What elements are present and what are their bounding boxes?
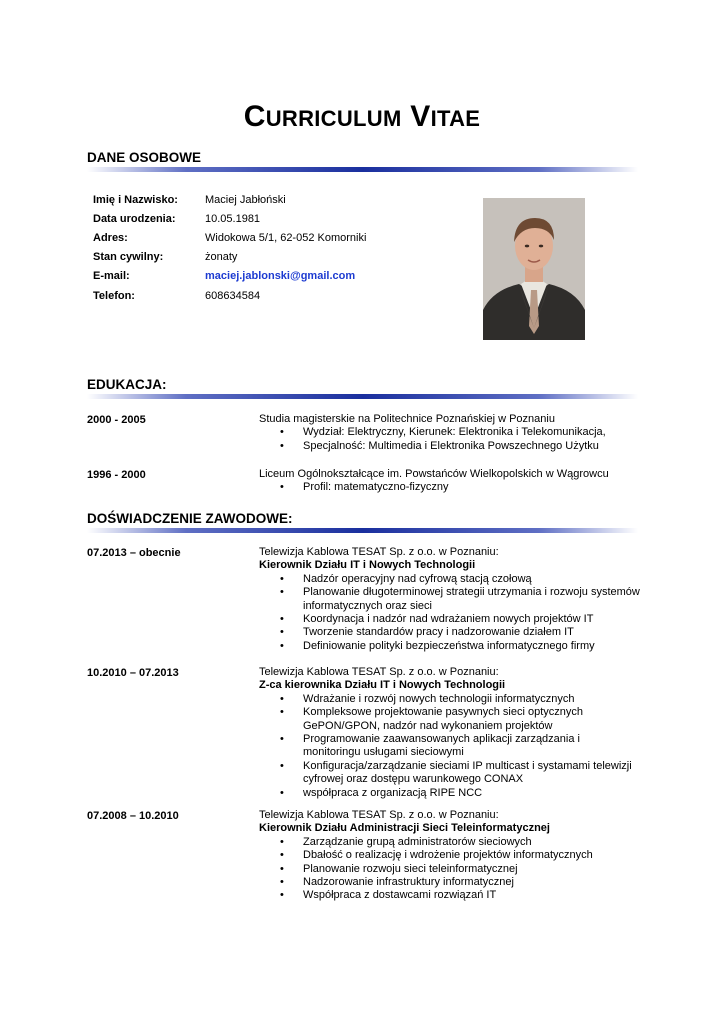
bullet-icon: • xyxy=(280,835,284,848)
bullet-list xyxy=(259,693,649,800)
list-item xyxy=(259,693,649,706)
education-entry xyxy=(259,413,649,453)
list-item-text: monitoringu usługami sieciowymi xyxy=(303,746,464,759)
personal-value: 608634584 xyxy=(205,290,261,302)
list-item xyxy=(259,426,649,439)
personal-label: Data urodzenia: xyxy=(93,213,176,225)
entry-date: 10.2010 – 07.2013 xyxy=(87,667,179,679)
personal-label: Imię i Nazwisko: xyxy=(93,194,178,206)
list-item xyxy=(259,613,649,626)
bullet-icon: • xyxy=(280,613,284,626)
personal-label: Adres: xyxy=(93,232,128,244)
list-item-text: Wydział: Elektryczny, Kierunek: Elektronika i Telekomunikacja, xyxy=(303,426,606,439)
page-title: CURRICULUM VITAE xyxy=(243,100,481,133)
person-photo-icon xyxy=(483,198,585,340)
bullet-icon: • xyxy=(280,572,284,585)
list-item xyxy=(259,876,649,889)
entry-role: Z-ca kierownika Działu IT i Nowych Technologii xyxy=(259,679,506,692)
entry-role: Kierownik Działu IT i Nowych Technologii xyxy=(259,559,476,572)
entry-role: Kierownik Działu Administracji Sieci Teleinformatycznej xyxy=(259,822,550,835)
list-item-text: Programowanie zaawansowanych aplikacji zarządzania i xyxy=(303,733,580,746)
list-item-text: Planowanie długoterminowej strategii utrzymania i rozwoju systemów xyxy=(303,586,640,599)
list-item-text: Planowanie rozwoju sieci teleinformatycznej xyxy=(303,862,518,875)
list-item-text: Koordynacja i nadzór nad wdrażaniem nowych projektów IT xyxy=(303,613,594,626)
entry-title: Liceum Ogólnokształcące im. Powstańców Wielkopolskich w Wągrowcu xyxy=(259,468,609,480)
entry-company: Telewizja Kablowa TESAT Sp. z o.o. w Poznaniu: xyxy=(259,666,499,678)
bullet-icon: • xyxy=(280,786,284,799)
entry-title: Studia magisterskie na Politechnice Poznańskiej w Poznaniu xyxy=(259,413,555,425)
list-item xyxy=(259,440,649,453)
section-divider xyxy=(87,394,638,399)
list-item xyxy=(259,481,649,494)
bullet-icon: • xyxy=(280,692,284,705)
list-item xyxy=(259,836,649,849)
experience-entry xyxy=(259,809,649,903)
list-item-text: Zarządzanie grupą administratorów sieciowych xyxy=(303,835,532,848)
personal-label: Stan cywilny: xyxy=(93,251,164,263)
list-item-text: Definiowanie polityki bezpieczeństwa informatycznego firmy xyxy=(303,639,595,652)
section-divider xyxy=(87,167,638,172)
bullet-icon: • xyxy=(280,481,284,494)
bullet-icon: • xyxy=(280,706,284,719)
personal-label: E-mail: xyxy=(93,270,130,282)
list-item xyxy=(259,760,649,787)
list-item-text: Konfiguracja/zarządzanie sieciami IP multicast i systamami telewizji xyxy=(303,759,632,772)
bullet-icon: • xyxy=(280,889,284,902)
list-item xyxy=(259,733,649,760)
email-link[interactable]: maciej.jablonski@gmail.com xyxy=(205,270,356,282)
list-item xyxy=(259,706,649,733)
profile-photo xyxy=(483,198,585,340)
list-item-text: Dbałość o realizację i wdrożenie projektów informatycznych xyxy=(303,849,593,862)
list-item-text: informatycznych oraz sieci xyxy=(303,599,432,612)
list-item xyxy=(259,849,649,862)
list-item-text: Tworzenie standardów pracy i nadzorowanie działem IT xyxy=(303,626,574,639)
list-item-text: Profil: matematyczno-fizyczny xyxy=(303,481,449,494)
bullet-icon: • xyxy=(280,759,284,772)
bullet-list xyxy=(259,426,649,453)
section-divider xyxy=(87,528,638,533)
personal-value: Widokowa 5/1, 62-052 Komorniki xyxy=(205,232,367,244)
entry-date: 07.2013 – obecnie xyxy=(87,547,181,559)
list-item-text: Nadzorowanie infrastruktury informatycznej xyxy=(303,876,514,889)
entry-company: Telewizja Kablowa TESAT Sp. z o.o. w Poznaniu: xyxy=(259,809,499,821)
entry-date: 07.2008 – 10.2010 xyxy=(87,810,179,822)
education-entry xyxy=(259,468,649,495)
bullet-icon: • xyxy=(280,586,284,599)
section-heading-personal: DANE OSOBOWE xyxy=(87,150,202,165)
section-heading-experience: DOŚWIADCZENIE ZAWODOWE: xyxy=(87,511,293,526)
list-item-text: Współpraca z dostawcami rozwiązań IT xyxy=(303,889,497,902)
personal-value: żonaty xyxy=(205,251,238,263)
bullet-icon: • xyxy=(280,626,284,639)
list-item-text: Wdrażanie i rozwój nowych technologii informatycznych xyxy=(303,692,575,705)
list-item-text: GePON/GPON, nadzór nad wykonaniem projektów xyxy=(303,719,553,732)
bullet-list xyxy=(259,481,649,494)
list-item-text: Specjalność: Multimedia i Elektronika Powszechnego Użytku xyxy=(303,439,599,452)
list-item xyxy=(259,640,649,653)
list-item xyxy=(259,889,649,902)
personal-label: Telefon: xyxy=(93,290,135,302)
bullet-icon: • xyxy=(280,426,284,439)
list-item xyxy=(259,863,649,876)
bullet-list xyxy=(259,573,649,653)
list-item xyxy=(259,626,649,639)
list-item-text: cyfrowej oraz dostępu warunkowego CONAX xyxy=(303,773,524,786)
bullet-icon: • xyxy=(280,733,284,746)
entry-date: 2000 - 2005 xyxy=(87,414,146,426)
personal-value: Maciej Jabłoński xyxy=(205,194,286,206)
bullet-icon: • xyxy=(280,862,284,875)
entry-date: 1996 - 2000 xyxy=(87,469,146,481)
bullet-icon: • xyxy=(280,439,284,452)
list-item xyxy=(259,787,649,800)
list-item-text: Kompleksowe projektowanie pasywnych sieci optycznych xyxy=(303,706,584,719)
entry-company: Telewizja Kablowa TESAT Sp. z o.o. w Poznaniu: xyxy=(259,546,499,558)
list-item xyxy=(259,573,649,586)
list-item-text: Nadzór operacyjny nad cyfrową stacją czołową xyxy=(303,572,532,585)
bullet-icon: • xyxy=(280,876,284,889)
list-item-text: współpraca z organizacją RIPE NCC xyxy=(303,786,483,799)
bullet-list xyxy=(259,836,649,903)
bullet-icon: • xyxy=(280,849,284,862)
experience-entry xyxy=(259,666,649,800)
section-heading-education: EDUKACJA: xyxy=(87,377,167,392)
bullet-icon: • xyxy=(280,639,284,652)
list-item xyxy=(259,586,649,613)
personal-value: 10.05.1981 xyxy=(205,213,261,225)
experience-entry xyxy=(259,546,649,653)
